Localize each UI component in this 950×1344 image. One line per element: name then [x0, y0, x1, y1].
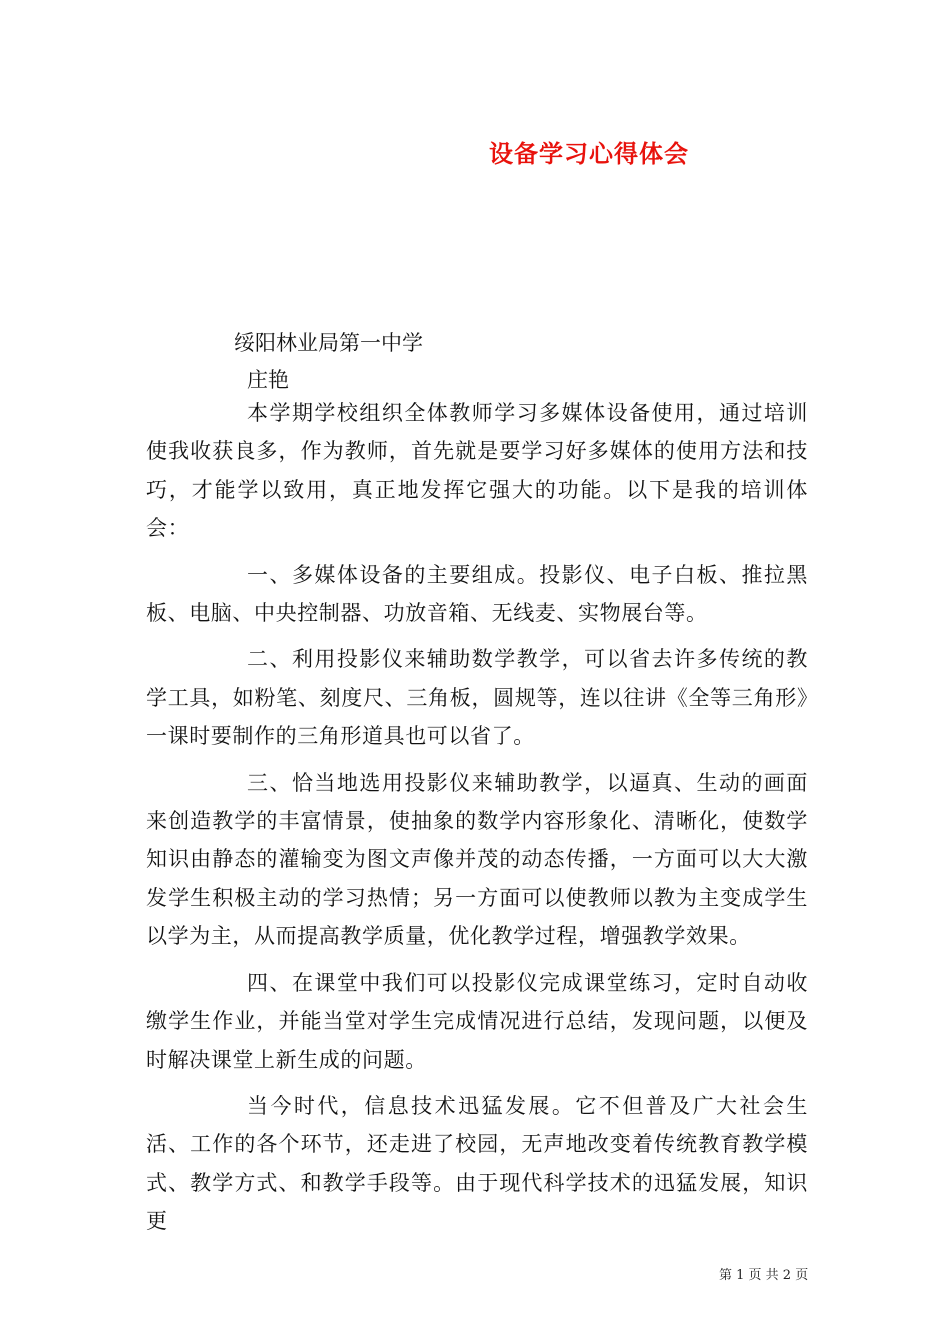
paragraph-conclusion: 当今时代，信息技术迅猛发展。它不但普及广大社会生活、工作的各个环节，还走进了校园，无声地改变着传统教育教学模式、教学方式、和教学手段等。由于现代科学技术的迅猛发展，知识更: [146, 1093, 808, 1234]
paragraph-point-2: 二、利用投影仪来辅助数学教学，可以省去许多传统的教学工具，如粉笔、刻度尺、三角板，圆规等，连以往讲《全等三角形》一课时要制作的三角形道具也可以省了。: [146, 647, 808, 749]
page-number-footer: 第 1 页 共 2 页: [719, 1268, 809, 1283]
paragraph-point-1: 一、多媒体设备的主要组成。投影仪、电子白板、推拉黑板、电脑、中央控制器、功放音箱、无线麦、实物展台等。: [146, 562, 808, 626]
author-name: 庄艳: [247, 368, 289, 392]
paragraph-point-4: 四、在课堂中我们可以投影仪完成课堂练习，定时自动收缴学生作业，并能当堂对学生完成情况进行总结，发现问题，以便及时解决课堂上新生成的问题。: [146, 970, 808, 1072]
school-name: 绥阳林业局第一中学: [234, 331, 423, 355]
paragraph-intro: 本学期学校组织全体教师学习多媒体设备使用，通过培训使我收获良多，作为教师，首先就是要学习好多媒体的使用方法和技巧，才能学以致用，真正地发挥它强大的功能。以下是我的培训体会：: [146, 401, 808, 541]
document-body: [146, 394, 808, 1249]
document-title: 设备学习心得体会: [489, 140, 689, 168]
paragraph-point-3: 三、恰当地选用投影仪来辅助教学，以逼真、生动的画面来创造教学的丰富情景，使抽象的数学内容形象化、清晰化，使数学知识由静态的灌输变为图文声像并茂的动态传播，一方面可以大大激发学生积极主动的学习热情；另一方面可以使教师以教为主变成学生以学为主，从而提高教学质量，优化教学过程，增强教学效果。: [146, 770, 808, 949]
